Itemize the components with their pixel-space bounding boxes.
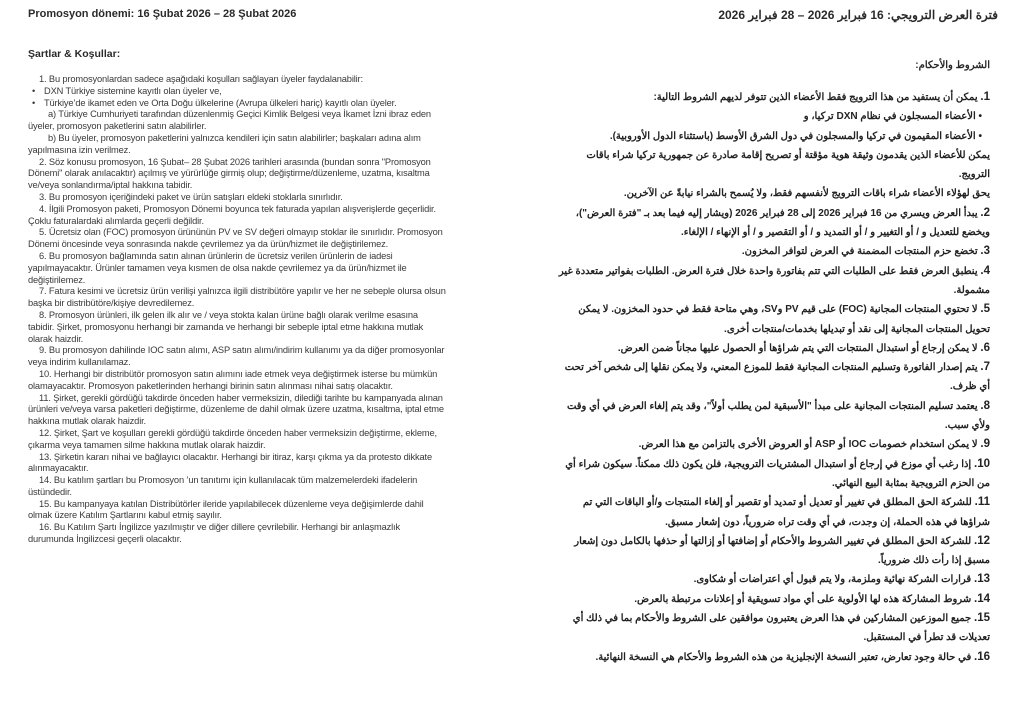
term-item: 16. Bu Katılım Şartı İngilizce yazılmıştır ve diğer dillere çevrilebilir. Herhangi bir anlaşmazlık durumunda İngilizcesi geçerli olacaktır. <box>28 522 400 545</box>
term-item: 6. Bu promosyon bağlamında satın alınan ürünlerin de ücretsiz verilen ürünlerin de iadesi yapılmayacaktır. Ürünler tamamen veya kısmen de olsa nakde çevrilemez ya da ürün/hizmet ile değiştirilemez. <box>28 250 407 285</box>
term-item: 4. ينطبق العرض فقط على الطلبات التي تتم بفاتورة واحدة خلال فترة العرض. الطلبات بفواتير متعددة غير مشمولة. <box>558 264 990 296</box>
term-item: 2. Söz konusu promosyon, 16 Şubat– 28 Şubat 2026 tarihleri arasında (bundan sonra "Promosyon Dönemi" olarak anılacaktır) açılmış ve yürürlüğe girmiş olup; değiştirme/düzenleme, uzatma, kısaltma ve/veya sonlandırma/iptal hakkına tabidir. <box>28 156 431 191</box>
promo-period-header-tr: Promosyon dönemi: 16 Şubat 2026 – 28 Şubat 2026 <box>28 8 297 20</box>
term-subitem: a) Türkiye Cumhuriyeti tarafından düzenlenmiş Geçici Kimlik Belgesi veya İkamet İzni ibraz eden üyeler, promosyon paketlerini satın alabilirler. <box>28 109 431 132</box>
terms-list-tr <box>28 74 446 546</box>
term-item: 13. قرارات الشركة نهائية وملزمة، ولا يتم قبول أي اعتراضات أو شكاوى. <box>693 573 990 586</box>
term-item: 1. يمكن أن يستفيد من هذا الترويج فقط الأعضاء الذين تتوفر لديهم الشروط التالية: <box>653 91 990 103</box>
term-item: 6. لا يمكن إرجاع أو استبدال المنتجات التي يتم شراؤها أو الحصول عليها مجاناً ضمن العرض. <box>617 341 990 354</box>
term-item: 14. Bu katılım şartları bu Promosyon ’un tanıtımı için kullanılacak tüm malzemelerdeki ifadelerin üstündedir. <box>28 475 418 497</box>
term-item: 8. Promosyon ürünleri, ilk gelen ilk alır ve / veya stokta kalan ürüne bağlı olarak verilme esasına tabidir. Şirket, promosyonu herhangi bir zamanda ve herhangi bir sebeple iptal etme hakkına mutlak olarak haizdir. <box>28 309 424 344</box>
terms-list-ar <box>558 88 990 667</box>
term-item: 12. للشركة الحق المطلق في تغيير الشروط والأحكام أو إضافتها أو إزالتها أو حذفها بالكامل دون إشعار مسبق إذا رأت ذلك ضرورياً. <box>574 534 990 567</box>
term-item: 11. Şirket, gerekli gördüğü takdirde önceden haber vermeksizin, dilediği tarihte bu kampanyada alınan ürünleri ve/veya varsa paketleri değiştirme, düzenleme de dahil olmak üzere uzatma, kısaltma, iptal etme hakkına mutlak olarak haizdir. <box>28 392 444 427</box>
term-item: 7. Fatura kesimi ve ücretsiz ürün verilişi yalnızca ilgili distribütöre yapılır ve her ne sebeple olursa olsun başka bir distribütöre/kişiye devredilemez. <box>28 286 446 309</box>
term-item: 5. Ücretsiz olan (FOC) promosyon ürününün PV ve SV değeri olmayıp stoklar ile sınırlıdır. Promosyon Dönemi öncesinde veya sonrasında nakde çevrilemez ya da ürün/hizmet ile değiştirilemez. <box>28 227 443 250</box>
term-item: 2. يبدأ العرض ويسري من 16 فبراير 2026 إلى 28 فبراير 2026 (ويشار إليه فيما بعد بـ "فترة العرض")، ويخضع للتعديل و / أو التغيير و / أو التمديد و / أو التقصير و / أو الإنهاء / الإلغاء. <box>575 206 990 239</box>
term-item: 7. يتم إصدار الفاتورة وتسليم المنتجات المجانية فقط للموزع المعني، ولا يمكن نقلها إلى شخص آخر تحت أي ظرف. <box>564 361 990 393</box>
term-item: 11. للشركة الحق المطلق في تغيير أو تعديل أو تمديد أو تقصير أو إلغاء المنتجات و/أو الباقات التي تم شراؤها في هذه الحملة، إن وجدت، في أي وقت تراه ضرورياً، دون إشعار مسبق. <box>582 496 990 528</box>
term-item: 1. Bu promosyonlardan sadece aşağıdaki koşulları sağlayan üyeler faydalanabilir: <box>39 74 363 84</box>
term-item: 13. Şirketin kararı nihai ve bağlayıcı olacaktır. Herhangi bir itiraz, karşı çıkma ya da protesto dikkate alınmayacaktır. <box>28 451 432 474</box>
term-note: يمكن للأعضاء الذين يقدمون وثيقة هوية مؤقتة أو تصريح إقامة صادرة عن جمهورية تركيا شراء باقات الترويج. <box>586 149 990 181</box>
promo-period-header-ar: فترة العرض الترويجي: 16 فبراير 2026 – 28 فبراير 2026 <box>718 8 998 22</box>
term-item: 12. Şirket, Şart ve koşulları gerekli gördüğü takdirde önceden haber vermeksizin değiştirme, ekleme, çıkarma veya tamamen silme hakkına mutlak olarak haizdir. <box>28 427 437 450</box>
term-subitem: b) Bu üyeler, promosyon paketlerini yalnızca kendileri için satın alabilirler; başkaları adına alım yapılmasına izin verilmez. <box>28 132 421 155</box>
term-item: 15. Bu kampanyaya katılan Distribütörler ileride yapılabilecek düzenleme veya değişimlerde dahil olmak üzere Katılım Şartlarını kabul etmiş sayılır. <box>28 498 424 521</box>
term-item: 15. جميع الموزعين المشاركين في هذا العرض يعتبرون موافقين على الشروط والأحكام بما في ذلك أي تعديلات قد تطرأ في المستقبل. <box>572 612 990 644</box>
term-bullet: • Türkiye’de ikamet eden ve Orta Doğu ülkelerine (Avrupa ülkeleri hariç) kayıtlı olan üyeler. <box>28 98 446 110</box>
term-item: 16. في حالة وجود تعارض، تعتبر النسخة الإنجليزية من هذه الشروط والأحكام هي النسخة النهائية. <box>595 650 990 663</box>
term-item: 9. لا يمكن استخدام خصومات IOC أو ASP أو العروض الأخرى بالتزامن مع هذا العرض. <box>638 438 990 451</box>
term-bullet: • DXN Türkiye sistemine kayıtlı olan üyeler ve, <box>28 86 446 98</box>
terms-title-tr: Şartlar & Koşullar: <box>28 48 121 60</box>
term-item: 3. Bu promosyon içeriğindeki paket ve ürün satışları eldeki stoklarla sınırlıdır. <box>39 191 343 202</box>
term-item: 10. إذا رغب أي موزع في إرجاع أو استبدال المشتريات الترويجية، فلن يكون ذلك ممكناً. سيكون شراء أي من الحزم الترويجية بمثابة البيع النهائي. <box>565 457 990 489</box>
term-item: 10. Herhangi bir distribütör promosyon satın alımını iade etmek veya değiştirmek isterse bu mümkün olamayacaktır. Promosyon paketlerinden herhangi birinin satın alınması nihai satış olacaktır. <box>28 368 438 391</box>
term-item: 8. يعتمد تسليم المنتجات المجانية على مبدأ "الأسبقية لمن يطلب أولاً"، وقد يتم إلغاء العرض في أي وقت ولأي سبب. <box>566 399 990 432</box>
term-item: 14. شروط المشاركة هذه لها الأولوية على أي مواد تسويقية أو إعلانات مرتبطة بالعرض. <box>634 592 990 605</box>
term-bullet: • الأعضاء المقيمون في تركيا والمسجلون في دول الشرق الأوسط (باستثناء الدول الأوروبية). <box>609 130 982 142</box>
term-item: 9. Bu promosyon dahilinde IOC satın alımı, ASP satın alımı/indirim kullanımı ya da diğer promosyonlar veya indirim kullanılamaz. <box>28 345 445 368</box>
terms-title-ar: الشروط والأحكام: <box>915 60 990 71</box>
term-item: 5. لا تحتوي المنتجات المجانية (FOC) على قيم PV وSV، وهي متاحة فقط في حدود المخزون. لا يمكن تحويل المنتجات المجانية إلى نقد أو تبديلها بخدمات/منتجات أخرى. <box>578 303 990 335</box>
term-item: 3. تخضع حزم المنتجات المضمنة في العرض لتوافر المخزون. <box>741 245 990 258</box>
term-note: يحق لهؤلاء الأعضاء شراء باقات الترويج لأنفسهم فقط، ولا يُسمح بالشراء نيابةً عن الآخرين. <box>623 188 990 200</box>
term-item: 4. İlgili Promosyon paketi, Promosyon Dönemi boyunca tek faturada yapılan alışverişlerde geçerlidir. Çoklu faturalardaki alımlarda geçerli değildir. <box>28 203 436 226</box>
term-bullet: • الأعضاء المسجلون في نظام DXN تركيا، و <box>803 111 982 123</box>
